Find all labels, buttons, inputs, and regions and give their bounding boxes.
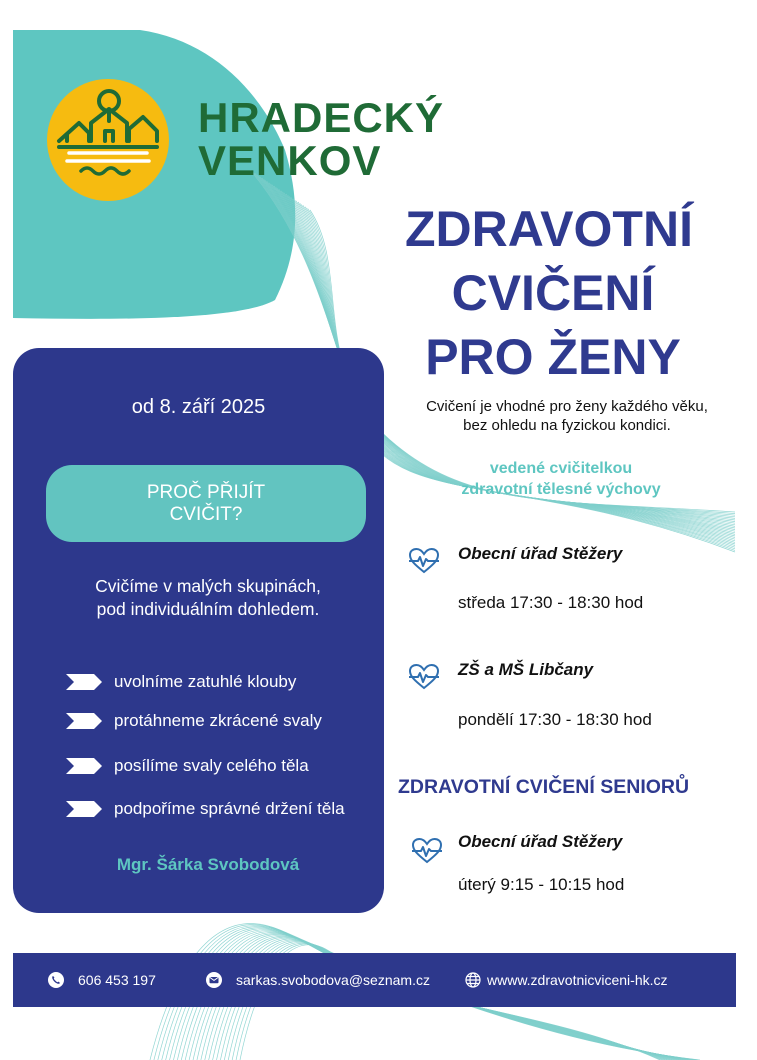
logo [47, 79, 169, 201]
info-panel [13, 348, 384, 913]
globe-icon [465, 972, 481, 988]
session-time: pondělí 17:30 - 18:30 hod [458, 710, 652, 729]
benefit-item: protáhneme zkrácené svaly [66, 710, 386, 732]
why-exercise-banner: PROČ PŘIJÍT CVIČIT? [46, 465, 366, 542]
title-line3: PRO ŽENY [425, 329, 681, 385]
session-time: středa 17:30 - 18:30 hod [458, 593, 644, 612]
footer-email[interactable]: sarkas.svobodova@seznam.cz [206, 953, 430, 1007]
guided-by-note: vedené cvičitelkou zdravotní tělesné výchovy [461, 460, 661, 498]
intro-text: Cvičení je vhodné pro ženy každého věku, bez ohledu na fyzickou kondici. [426, 398, 708, 434]
benefit-item: posílíme svaly celého těla [66, 755, 386, 777]
location-name: ZŠ a MŠ Libčany [458, 660, 594, 679]
session-time: úterý 9:15 - 10:15 hod [458, 875, 625, 894]
benefit-item: uvolníme zatuhlé klouby [66, 671, 386, 693]
chevron-right-icon [66, 758, 102, 774]
footer-website[interactable]: wwww.zdravotnicviceni-hk.cz [465, 953, 668, 1007]
title-line1: ZDRAVOTNÍ [405, 201, 693, 257]
mail-icon [206, 972, 222, 988]
heart-pulse-icon [408, 664, 440, 690]
title-line2: CVIČENÍ [451, 265, 655, 321]
brand-line1: HRADECKÝ [198, 94, 445, 141]
benefit-item: podpoříme správné držení těla [66, 798, 386, 820]
small-groups-text: Cvičíme v malých skupinách, pod individuálním dohledem. [95, 576, 321, 619]
start-date: od 8. září 2025 [131, 396, 266, 418]
seniors-heading: ZDRAVOTNÍ CVIČENÍ SENIORŮ [398, 776, 690, 798]
chevron-right-icon [66, 674, 102, 690]
chevron-right-icon [66, 713, 102, 729]
location-name: Obecní úřad Stěžery [458, 544, 623, 563]
location-name: Obecní úřad Stěžery [458, 832, 623, 851]
phone-icon [48, 972, 64, 988]
heart-pulse-icon [408, 548, 440, 574]
logo-houses-icon [47, 79, 169, 201]
heart-pulse-icon [411, 838, 443, 864]
footer-phone[interactable]: 606 453 197 [48, 953, 156, 1007]
instructor-name: Mgr. Šárka Svobodová [116, 855, 300, 874]
brand-line2: VENKOV [198, 137, 382, 184]
chevron-right-icon [66, 801, 102, 817]
